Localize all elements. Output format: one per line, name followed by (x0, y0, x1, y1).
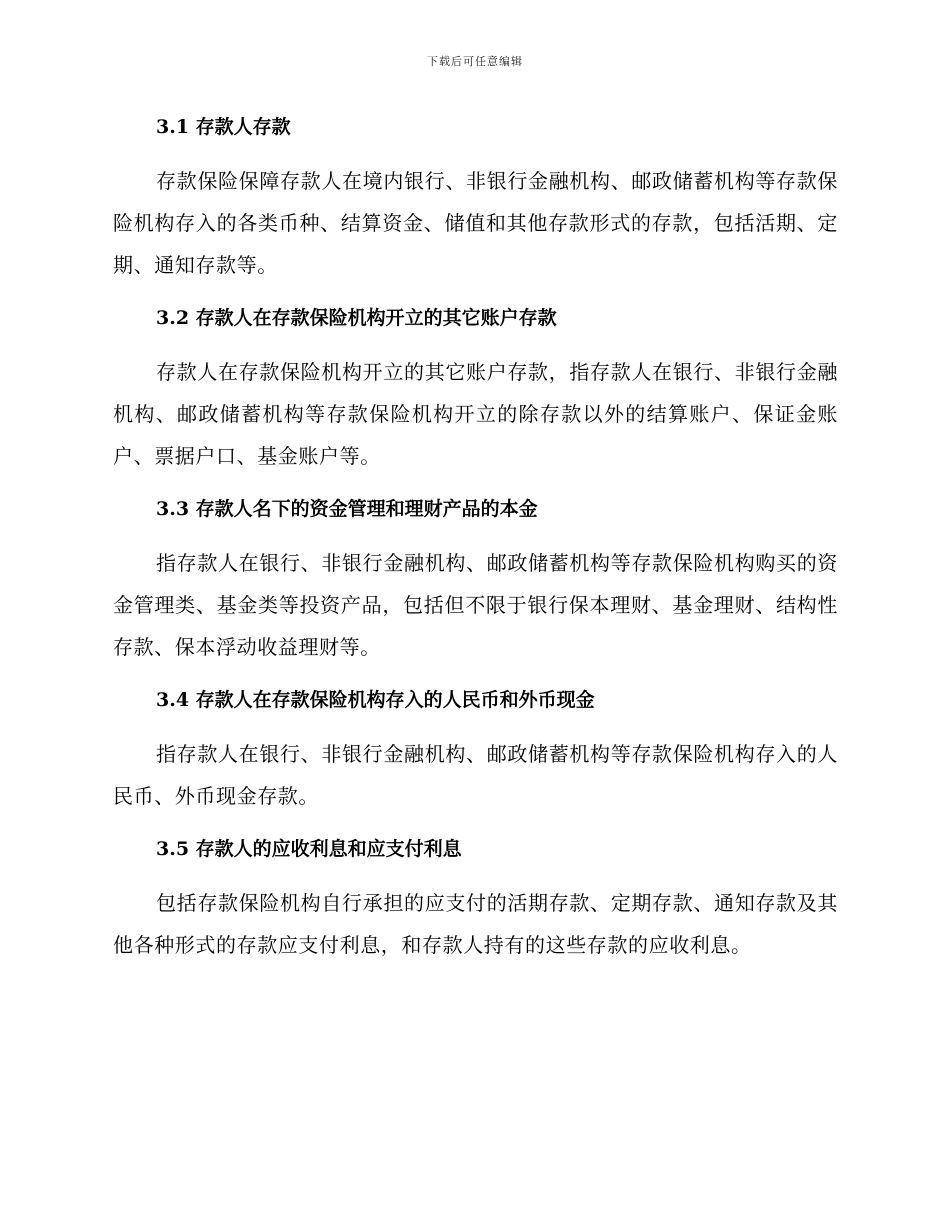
section-3-2 (113, 303, 838, 477)
section-paragraph: 指存款人在银行、非银行金融机构、邮政储蓄机构等存款保险机构购买的资金管理类、基金类等投资产品，包括但不限于银行保本理财、基金理财、结构性存款、保本浮动收益理财等。 (113, 551, 838, 659)
section-title: 3.5 存款人的应收利息和应支付利息 (156, 838, 462, 860)
section-paragraph: 存款保险保障存款人在境内银行、非银行金融机构、邮政储蓄机构等存款保险机构存入的各类币种、结算资金、储值和其他存款形式的存款，包括活期、定期、通知存款等。 (113, 169, 838, 277)
section-title: 3.2 存款人在存款保险机构开立的其它账户存款 (156, 307, 557, 329)
section-title: 3.3 存款人名下的资金管理和理财产品的本金 (156, 498, 538, 520)
document-body (113, 112, 838, 983)
section-paragraph: 存款人在存款保险机构开立的其它账户存款，指存款人在银行、非银行金融机构、邮政储蓄机构等存款保险机构开立的除存款以外的结算账户、保证金账户、票据户口、基金账户等。 (113, 360, 838, 468)
section-title: 3.4 存款人在存款保险机构存入的人民币和外币现金 (156, 689, 595, 711)
page-header: 下载后可任意编辑 (427, 55, 523, 68)
section-3-5 (113, 834, 838, 966)
section-3-3 (113, 494, 838, 668)
section-title: 3.1 存款人存款 (156, 116, 291, 138)
section-paragraph: 指存款人在银行、非银行金融机构、邮政储蓄机构等存款保险机构存入的人民币、外币现金存款。 (113, 742, 838, 808)
section-3-1 (113, 112, 838, 286)
section-3-4 (113, 685, 838, 817)
section-paragraph: 包括存款保险机构自行承担的应支付的活期存款、定期存款、通知存款及其他各种形式的存款应支付利息，和存款人持有的这些存款的应收利息。 (113, 891, 838, 957)
